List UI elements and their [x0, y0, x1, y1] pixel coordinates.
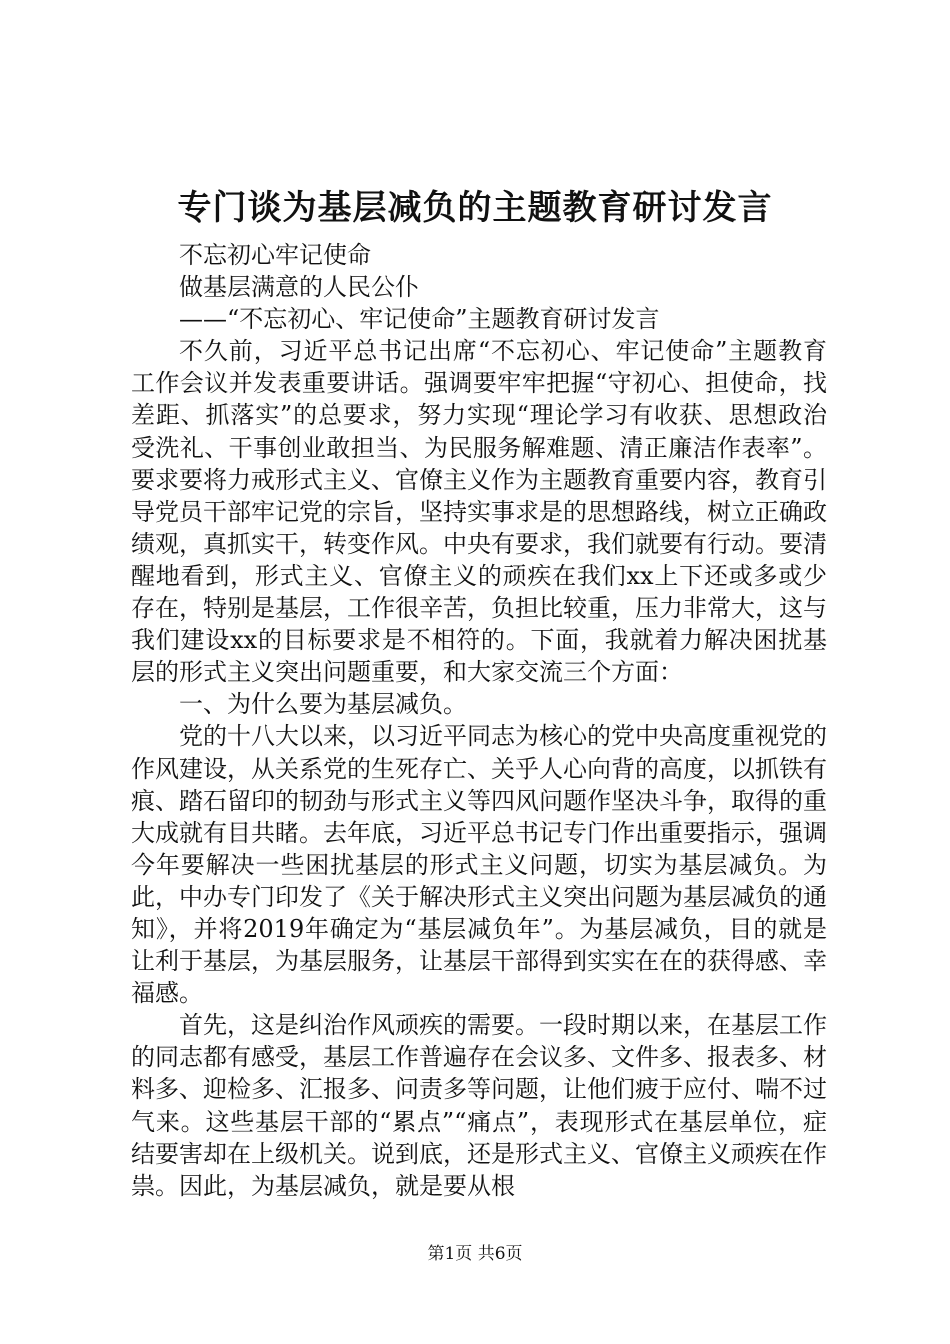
- document-body: [131, 239, 827, 1202]
- body-paragraph: 首先，这是纠治作风顽疾的需要。一段时期以来，在基层工作的同志都有感受，基层工作普遍存在会议多、文件多、报表多、材料多、迎检多、汇报多、问责多等问题，让他们疲于应付、喘不过气来。这些基层干部的“累点”“痛点”，表现形式在基层单位，症结要害却在上级机关。说到底，还是形式主义、官僚主义顽疾在作祟。因此，为基层减负，就是要从根: [131, 1011, 827, 1200]
- section-heading: 一、为什么要为基层减负。: [179, 690, 467, 719]
- subtitle-line: ——“不忘初心、牢记使命”主题教育研讨发言: [179, 305, 660, 334]
- body-paragraph: 不久前，习近平总书记出席“不忘初心、牢记使命”主题教育工作会议并发表重要讲话。强调要牢牢把握“守初心、担使命，找差距、抓落实”的总要求，努力实现“理论学习有收获、思想政治受洗礼、干事创业敢担当、为民服务解难题、清正廉洁作表率”。要求要将力戒形式主义、官僚主义作为主题教育重要内容，教育引导党员干部牢记党的宗旨，坚持实事求是的思想路线，树立正确政绩观，真抓实干，转变作风。中央有要求，我们就要有行动。要清醒地看到，形式主义、官僚主义的顽疾在我们xx上下还或多或少存在，特别是基层，工作很辛苦，负担比较重，压力非常大，这与我们建设xx的目标要求是不相符的。下面，我就着力解决困扰基层的形式主义突出问题重要，和大家交流三个方面：: [131, 337, 827, 687]
- page-footer: 第1页 共6页: [427, 1244, 523, 1264]
- subtitle-line: 做基层满意的人民公仆: [179, 273, 419, 302]
- document-title: 专门谈为基层减负的主题教育研讨发言: [177, 188, 773, 228]
- body-paragraph: 党的十八大以来，以习近平同志为核心的党中央高度重视党的作风建设，从关系党的生死存亡、关乎人心向背的高度，以抓铁有痕、踏石留印的韧劲与形式主义等四风问题作坚决斗争，取得的重大成就有目共睹。去年底，习近平总书记专门作出重要指示，强调今年要解决一些困扰基层的形式主义问题，切实为基层减负。为此，中办专门印发了《关于解决形式主义突出问题为基层减负的通知》，并将2019年确定为“基层减负年”。为基层减负，目的就是让利于基层，为基层服务，让基层干部得到实实在在的获得感、幸福感。: [131, 722, 827, 1008]
- subtitle-line: 不忘初心牢记使命: [179, 241, 371, 269]
